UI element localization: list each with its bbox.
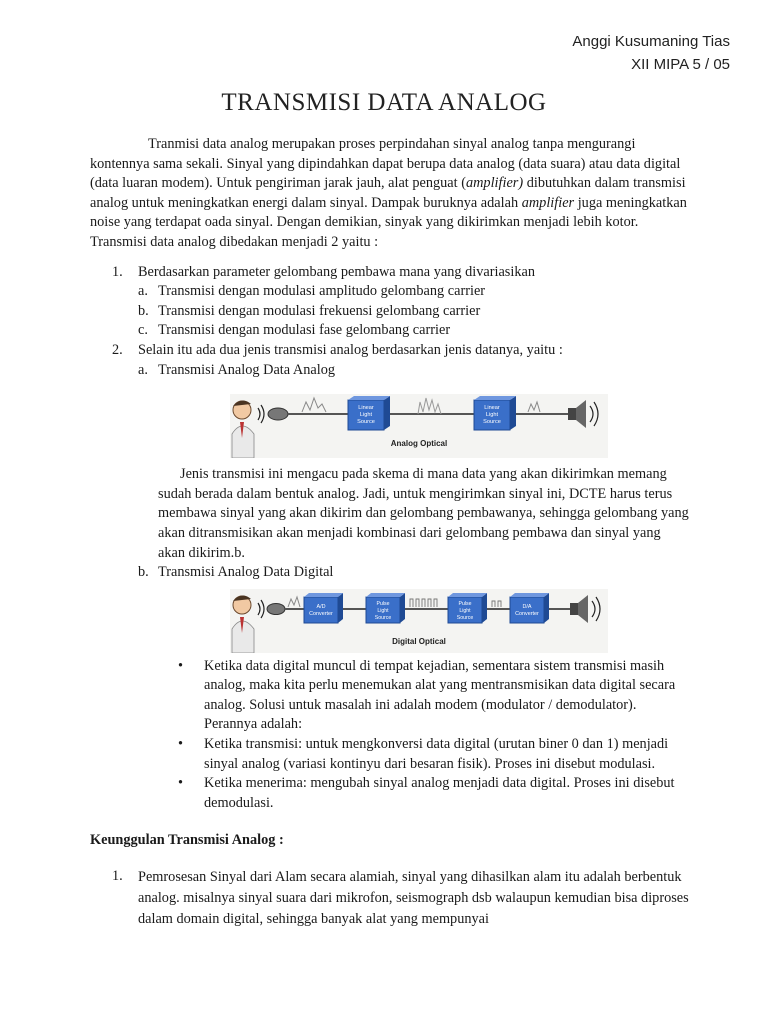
box-2-line-3: Source [483, 419, 501, 426]
intro-text-1: Tranmisi data analog merupakan proses perpindahan sinyal analog tanpa mengurangi kontennya sama sekali. Sinyal yang dipindahkan dapat berupa data analog (data suara) atau data digital (data luaran modem). Untuk pengiriman jarak jauh, alat penguat ( [90, 136, 681, 192]
bullet-text: Ketika menerima: mengubah sinyal analog menjadi data digital. Proses ini disebut demodulasi. [204, 775, 675, 811]
speaker-person-icon [232, 401, 254, 459]
box-2-line-2: Light [485, 412, 499, 419]
loudspeaker-icon [570, 595, 600, 623]
ad-line-1: A/D [316, 603, 326, 610]
box-2-line-1: Linear [484, 405, 500, 412]
list-text: Berdasarkan parameter gelombang pembawa mana yang divariasikan [138, 263, 535, 280]
page-title: TRANSMISI DATA ANALOG [221, 89, 547, 116]
sound-wave-icon [258, 405, 264, 423]
sub-text: Transmisi Analog Data Analog [158, 361, 335, 378]
digital-pulses-icon [410, 599, 437, 607]
figure-caption: Digital Optical [392, 636, 446, 646]
bullet-icon: • [178, 775, 184, 792]
list-number: 1. [112, 868, 123, 885]
signal-spikes-icon [418, 398, 441, 414]
da-line-1: D/A [522, 603, 532, 610]
list-number: 2. [112, 341, 123, 358]
analog-optical-figure [230, 394, 608, 458]
paragraph-analog-data: Jenis transmisi ini mengacu pada skema di mana data yang akan dikirimkan memang sudah berada dalam bentuk analog. Jadi, untuk mengirimkan sinyal ini, DCTE harus terus membawa sinyal yang akan dikirim dan gelombang pembawanya, sehingga gelombang yang akan ditransmisikan akan menjadi kombinasi dari gelombang pembawa dan sinyal yang akan dikirim.b. [158, 466, 689, 561]
linear-light-source-box-2 [474, 396, 516, 430]
sub-item-1a [138, 282, 690, 302]
pls1-line-3: Source [374, 614, 392, 621]
digital-optical-diagram [230, 589, 608, 653]
da-line-2: Converter [515, 610, 539, 617]
bullet-item-2 [178, 735, 690, 774]
sub-label: b. [138, 302, 149, 319]
loudspeaker-icon [568, 400, 598, 428]
pls2-line-2: Light [459, 607, 471, 614]
analog-wave-icon [288, 597, 300, 607]
sound-wave-icon [258, 600, 264, 618]
bullet-item-3 [178, 774, 690, 813]
sub-text: Transmisi Analog Data Digital [158, 564, 334, 581]
sub-item-2a [138, 361, 690, 381]
analog-wave-icon [302, 398, 326, 412]
figure-caption: Analog Optical [390, 439, 448, 449]
pls2-line-3: Source [456, 614, 474, 621]
bullet-text: Ketika transmisi: untuk mengkonversi data digital (urutan biner 0 dan 1) menjadi sinyal analog (variasi kontinyu dari besaran fisik). Proses ini disebut modulasi. [204, 736, 669, 772]
ad-line-2: Converter [309, 610, 333, 617]
microphone-icon [268, 408, 348, 420]
bullet-list [178, 657, 690, 814]
sub-label: c. [138, 322, 148, 339]
sub-text: Transmisi dengan modulasi frekuensi gelombang carrier [158, 302, 481, 319]
advantage-item-1 [90, 867, 690, 930]
intro-paragraph [90, 135, 690, 253]
list-item-1 [90, 263, 690, 283]
intro-em-2: amplifier [521, 194, 575, 211]
microphone-icon [267, 603, 304, 614]
document-body [90, 135, 690, 930]
list-number: 1. [112, 263, 123, 280]
bullet-text: Ketika data digital muncul di tempat kejadian, sementara sistem transmisi masih analog, maka kita perlu menemukan alat yang mentransmisikan data digital secara analog. Solusi untuk masalah ini adalah modem (modulator / demodulator). Perannya adalah: [204, 657, 676, 733]
box-1-line-2: Light [359, 412, 373, 419]
analog-optical-diagram [230, 394, 608, 458]
bullet-icon: • [178, 736, 184, 753]
author-block [572, 30, 730, 76]
linear-light-source-box-1 [348, 396, 390, 430]
sub-item-1b [138, 302, 690, 322]
advantage-text: Pemrosesan Sinyal dari Alam secara alamiah, sinyal yang dihasilkan alam itu adalah berbentuk analog. misalnya sinyal suara dari mikrofon, seismograph dsb walaupun kemudian bisa diproses dalam domain digital, sehingga banyak alat yang mempunyai [138, 869, 689, 928]
pulse-light-source-box-2 [448, 593, 487, 623]
sub-label: a. [138, 361, 148, 378]
bullet-icon: • [178, 657, 184, 674]
bullet-item-1 [178, 657, 690, 735]
author-name: Anggi Kusumaning Tias [572, 33, 730, 50]
list-item-2 [90, 341, 690, 361]
speaker-person-icon [232, 595, 254, 653]
intro-text-3: juga meningkatkan noise yang terdapat oada sinyal. Dengan demikian, sinyak yang dikirimkan menjadi lebih kotor. Transmisi data analog dibedakan menjadi 2 yaitu : [90, 194, 687, 250]
author-class: XII MIPA 5 / 05 [631, 56, 730, 73]
sub-label: b. [138, 564, 149, 581]
intro-em-1: amplifier) [465, 175, 524, 192]
output-wave-icon [528, 402, 540, 412]
list-text: Selain itu ada dua jenis transmisi analog berdasarkan jenis datanya, yaitu : [138, 341, 563, 358]
pls1-line-2: Light [377, 607, 389, 614]
da-converter-box [510, 593, 549, 623]
pls1-line-1: Pulse [376, 600, 390, 607]
sub-item-1c [138, 321, 690, 341]
pulse-light-source-box-1 [366, 593, 405, 623]
sub-text: Transmisi dengan modulasi fase gelombang carrier [158, 322, 451, 339]
digital-pulses-icon-2 [492, 601, 501, 607]
sub-text: Transmisi dengan modulasi amplitudo gelombang carrier [158, 283, 486, 300]
section-heading: Keunggulan Transmisi Analog : [90, 832, 284, 849]
intro-text-2: dibutuhkan dalam transmisi analog untuk meningkatkan energi dalam sinyal. Dampak buruknya adalah [90, 175, 686, 211]
sub-label: a. [138, 283, 148, 300]
sub-item-2b [138, 563, 690, 583]
pls2-line-1: Pulse [458, 600, 472, 607]
box-1-line-3: Source [357, 419, 375, 426]
digital-optical-figure [230, 589, 608, 653]
box-1-line-1: Linear [358, 405, 374, 412]
ad-converter-box [304, 593, 343, 623]
